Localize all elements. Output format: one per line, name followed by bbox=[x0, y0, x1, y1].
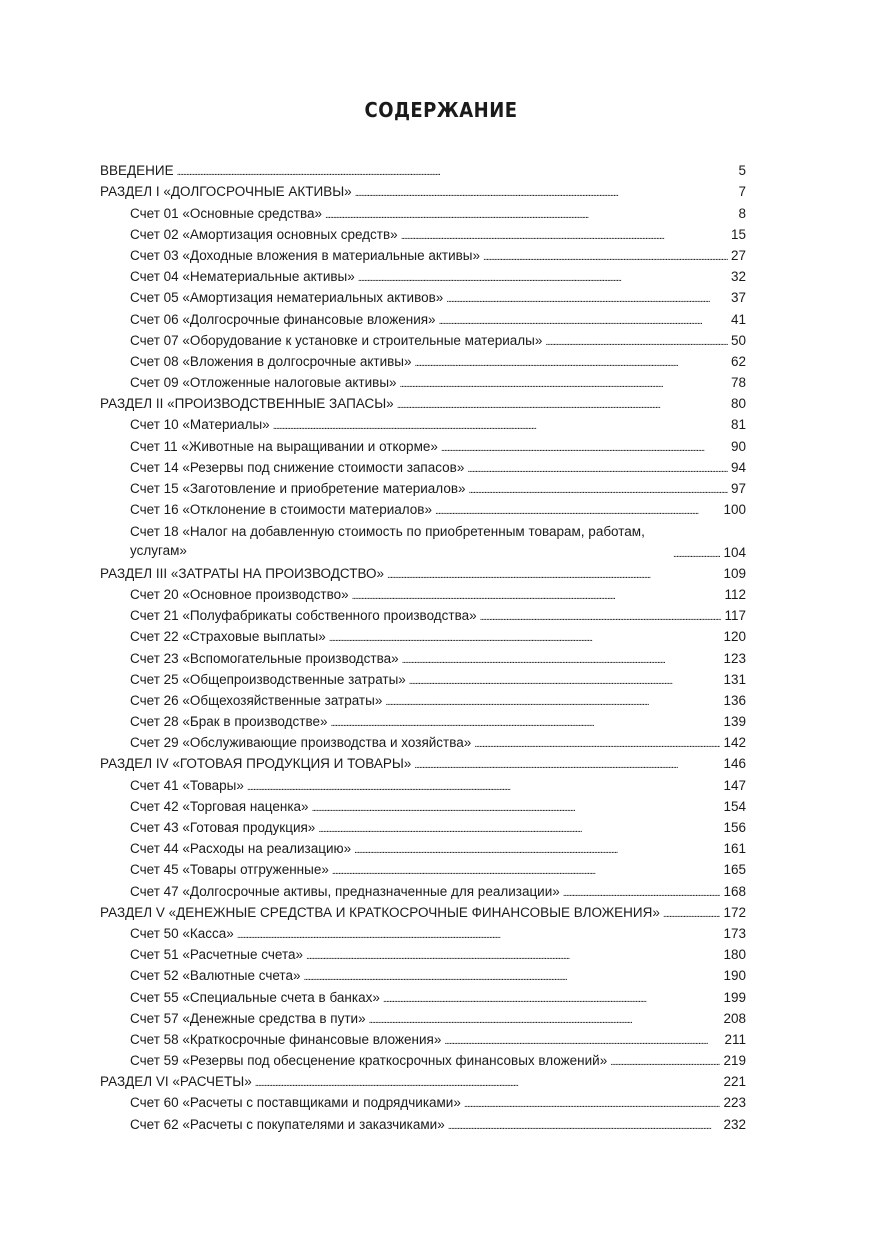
toc-entry-label: Счет 09 «Отложенные налоговые активы» bbox=[130, 375, 397, 391]
toc-page-number: 223 bbox=[723, 1095, 746, 1111]
toc-page-number: 117 bbox=[724, 608, 746, 624]
dot-leader bbox=[329, 633, 721, 645]
toc-page-number: 173 bbox=[723, 925, 746, 941]
toc-page-number: 27 bbox=[730, 247, 746, 263]
toc-account-entry[interactable] bbox=[100, 330, 746, 351]
toc-account-entry[interactable] bbox=[100, 986, 746, 1007]
toc-entry-label: Счет 28 «Брак в производстве» bbox=[130, 714, 328, 730]
toc-entry-label: Счет 60 «Расчеты с поставщиками и подрядчиками» bbox=[130, 1095, 461, 1111]
toc-account-entry[interactable] bbox=[100, 1113, 746, 1134]
toc-entry-label: Счет 21 «Полуфабрикаты собственного производства» bbox=[130, 608, 477, 624]
dot-leader bbox=[480, 612, 722, 624]
toc-account-entry[interactable] bbox=[100, 457, 746, 478]
toc-page-number: 161 bbox=[723, 841, 746, 857]
toc-page-number: 5 bbox=[738, 163, 746, 179]
toc-account-entry[interactable] bbox=[100, 859, 746, 880]
toc-page-number: 172 bbox=[723, 904, 746, 920]
toc-section-entry[interactable] bbox=[100, 393, 746, 414]
toc-page-number: 50 bbox=[730, 332, 746, 348]
toc-page-number: 80 bbox=[730, 396, 746, 412]
toc-page-number: 78 bbox=[730, 375, 746, 391]
toc-entry-label: Счет 20 «Основное производство» bbox=[130, 586, 349, 602]
toc-entry-label: РАЗДЕЛ VI «РАСЧЕТЫ» bbox=[100, 1074, 252, 1090]
toc-page-number: 208 bbox=[723, 1010, 746, 1026]
dot-leader bbox=[397, 400, 728, 412]
toc-account-entry[interactable] bbox=[100, 245, 746, 266]
toc-entry-label: Счет 03 «Доходные вложения в материальные активы» bbox=[130, 247, 481, 263]
dot-leader bbox=[441, 443, 728, 455]
toc-page-number: 142 bbox=[723, 735, 746, 751]
toc-account-entry[interactable] bbox=[100, 711, 746, 732]
toc-entry-label: Счет 04 «Нематериальные активы» bbox=[130, 269, 355, 285]
toc-page-number: 123 bbox=[723, 650, 746, 666]
toc-page-number: 104 bbox=[723, 544, 746, 560]
toc-entry-label: Счет 06 «Долгосрочные финансовые вложения» bbox=[130, 311, 436, 327]
page-title: СОДЕРЖАНИЕ bbox=[364, 98, 518, 122]
toc-entry-label: Счет 25 «Общепроизводственные затраты» bbox=[130, 671, 406, 687]
toc-entry-label: РАЗДЕЛ IV «ГОТОВАЯ ПРОДУКЦИЯ И ТОВАРЫ» bbox=[100, 756, 412, 772]
toc-page-number: 81 bbox=[730, 417, 746, 433]
dot-leader bbox=[306, 951, 720, 963]
toc-section-entry[interactable] bbox=[100, 902, 746, 923]
toc-entry-label: Счет 22 «Страховые выплаты» bbox=[130, 629, 326, 645]
toc-entry-label: Счет 58 «Краткосрочные финансовые вложения» bbox=[130, 1031, 442, 1047]
toc-section-entry[interactable] bbox=[100, 753, 746, 774]
dot-leader bbox=[387, 570, 720, 582]
dot-leader bbox=[448, 1121, 721, 1133]
toc-page-number: 156 bbox=[723, 820, 746, 836]
dot-leader bbox=[273, 421, 728, 433]
dot-leader bbox=[354, 845, 720, 857]
dot-leader bbox=[332, 866, 721, 878]
toc-page-number: 131 bbox=[723, 671, 746, 687]
toc-entry-label: Счет 07 «Оборудование к установке и строительные материалы» bbox=[130, 332, 543, 348]
toc-entry-label: Счет 51 «Расчетные счета» bbox=[130, 947, 303, 963]
dot-leader bbox=[255, 1078, 721, 1090]
toc-entry-label: Счет 08 «Вложения в долгосрочные активы» bbox=[130, 353, 412, 369]
dot-leader bbox=[369, 1015, 721, 1027]
toc-account-entry[interactable] bbox=[100, 965, 746, 986]
toc-entry-label: Счет 55 «Специальные счета в банках» bbox=[130, 989, 380, 1005]
toc-account-entry[interactable] bbox=[100, 732, 746, 753]
dot-leader bbox=[303, 972, 720, 984]
toc-page-number: 100 bbox=[723, 502, 746, 518]
toc-account-entry[interactable] bbox=[100, 287, 746, 308]
dot-leader bbox=[435, 506, 720, 518]
toc-entry-label: РАЗДЕЛ III «ЗАТРАТЫ НА ПРОИЗВОДСТВО» bbox=[100, 565, 385, 581]
dot-leader bbox=[400, 379, 728, 391]
toc-entry-label: Счет 23 «Вспомогательные производства» bbox=[130, 650, 399, 666]
toc-account-entry[interactable] bbox=[100, 414, 746, 435]
toc-account-entry[interactable] bbox=[100, 605, 746, 626]
toc-account-entry[interactable] bbox=[100, 1008, 746, 1029]
toc-entry-label: РАЗДЕЛ V «ДЕНЕЖНЫЕ СРЕДСТВА И КРАТКОСРОЧНЫЕ ФИНАНСОВЫЕ ВЛОЖЕНИЯ» bbox=[100, 904, 660, 920]
toc-page-number: 112 bbox=[724, 586, 746, 602]
toc-page-number: 146 bbox=[723, 756, 746, 772]
toc-entry-label: Счет 29 «Обслуживающие производства и хозяйства» bbox=[130, 735, 472, 751]
toc-page-number: 7 bbox=[738, 184, 746, 200]
toc-account-entry[interactable] bbox=[100, 224, 746, 245]
dot-leader bbox=[402, 655, 721, 667]
dot-leader bbox=[177, 167, 736, 179]
toc-entry-label: Счет 50 «Касса» bbox=[130, 925, 234, 941]
dot-leader bbox=[545, 337, 728, 349]
toc-entry-label: Счет 26 «Общехозяйственные затраты» bbox=[130, 692, 383, 708]
toc-page-number: 165 bbox=[723, 862, 746, 878]
toc-page-number: 139 bbox=[723, 714, 746, 730]
toc-account-entry[interactable] bbox=[100, 1050, 746, 1071]
toc-account-entry[interactable] bbox=[100, 584, 746, 605]
toc-page-number: 97 bbox=[730, 481, 746, 496]
dot-leader bbox=[483, 252, 728, 264]
toc-page-number: 147 bbox=[723, 777, 746, 793]
toc-account-entry[interactable] bbox=[100, 1092, 746, 1113]
toc-page-number: 221 bbox=[723, 1074, 746, 1090]
dot-leader bbox=[237, 930, 721, 942]
dot-leader bbox=[469, 485, 728, 497]
toc-page-number: 90 bbox=[730, 438, 746, 454]
toc-entry-label: Счет 59 «Резервы под обесценение краткосрочных финансовых вложений» bbox=[130, 1053, 608, 1069]
toc-page-number: 154 bbox=[723, 798, 746, 814]
toc-entry-label: Счет 14 «Резервы под снижение стоимости запасов» bbox=[130, 459, 465, 475]
toc-page-number: 62 bbox=[730, 353, 746, 369]
toc-page-number: 211 bbox=[724, 1031, 746, 1047]
dot-leader bbox=[352, 591, 722, 603]
toc-entry-label: Счет 62 «Расчеты с покупателями и заказчиками» bbox=[130, 1116, 445, 1132]
toc-account-entry[interactable] bbox=[100, 351, 746, 372]
toc-entry-label: Счет 02 «Амортизация основных средств» bbox=[130, 226, 398, 242]
dot-leader bbox=[355, 188, 736, 200]
dot-leader bbox=[409, 676, 721, 688]
toc-entry-label: Счет 05 «Амортизация нематериальных активов» bbox=[130, 290, 444, 306]
toc-entry-label: Счет 16 «Отклонение в стоимости материалов» bbox=[130, 502, 432, 518]
toc-page-number: 199 bbox=[723, 989, 746, 1005]
toc-account-entry[interactable] bbox=[100, 944, 746, 965]
toc-account-entry[interactable] bbox=[100, 1029, 746, 1050]
toc-account-entry[interactable] bbox=[100, 817, 746, 838]
toc-account-entry[interactable] bbox=[100, 647, 746, 668]
toc-page-number: 15 bbox=[730, 226, 746, 242]
toc-entry-label: Счет 43 «Готовая продукция» bbox=[130, 820, 316, 836]
toc-account-entry[interactable] bbox=[100, 880, 746, 901]
dot-leader bbox=[247, 782, 721, 794]
toc-page-number: 120 bbox=[723, 629, 746, 645]
dot-leader bbox=[464, 1099, 721, 1111]
dot-leader bbox=[383, 994, 721, 1006]
toc-entry-label: Счет 47 «Долгосрочные активы, предназначенные для реализации» bbox=[130, 883, 560, 899]
dot-leader bbox=[474, 739, 720, 751]
dot-leader bbox=[312, 803, 721, 815]
dot-leader bbox=[663, 909, 721, 921]
toc-entry-label: Счет 18 «Налог на добавленную стоимость по приобретенным товарам, работам, услугам» bbox=[130, 523, 645, 559]
toc-account-entry[interactable] bbox=[100, 478, 746, 499]
toc-section-entry[interactable] bbox=[100, 1071, 746, 1092]
toc-entry-label: Счет 01 «Основные средства» bbox=[130, 205, 323, 221]
toc-account-entry[interactable] bbox=[100, 266, 746, 287]
dot-leader bbox=[467, 464, 728, 476]
dot-leader bbox=[385, 697, 720, 709]
dot-leader bbox=[414, 760, 720, 772]
toc-section-entry[interactable] bbox=[100, 563, 746, 584]
toc-entry-label: Счет 52 «Валютные счета» bbox=[130, 968, 301, 984]
toc-section-entry[interactable] bbox=[100, 181, 746, 202]
toc-entry-label: Счет 10 «Материалы» bbox=[130, 417, 270, 433]
toc-account-entry[interactable] bbox=[100, 435, 746, 456]
toc-account-entry[interactable] bbox=[100, 774, 746, 795]
toc-entry-label: Счет 11 «Животные на выращивании и откорме» bbox=[130, 438, 438, 454]
toc-account-entry[interactable] bbox=[100, 796, 746, 817]
toc-entry-label: РАЗДЕЛ II «ПРОИЗВОДСТВЕННЫЕ ЗАПАСЫ» bbox=[100, 396, 394, 412]
toc-account-entry[interactable] bbox=[100, 626, 746, 647]
toc-entry-label: ВВЕДЕНИЕ bbox=[100, 163, 174, 179]
toc-account-entry[interactable] bbox=[100, 499, 746, 520]
toc-page-number: 232 bbox=[723, 1116, 746, 1132]
toc-page-number: 32 bbox=[730, 269, 746, 285]
dot-leader bbox=[325, 210, 735, 222]
toc-entry-label: Счет 15 «Заготовление и приобретение материалов» bbox=[130, 481, 466, 496]
toc-account-entry[interactable] bbox=[100, 923, 746, 944]
dot-leader bbox=[415, 358, 728, 370]
toc-account-entry[interactable] bbox=[100, 690, 746, 711]
dot-leader bbox=[446, 294, 728, 306]
toc-account-entry[interactable] bbox=[100, 308, 746, 329]
dot-leader bbox=[563, 888, 721, 900]
toc-page-number: 109 bbox=[723, 565, 746, 581]
dot-leader bbox=[439, 316, 728, 328]
toc-account-entry[interactable] bbox=[100, 669, 746, 690]
toc-page-number: 219 bbox=[723, 1053, 746, 1069]
toc-section-entry[interactable] bbox=[100, 160, 746, 181]
table-of-contents bbox=[100, 160, 746, 1135]
toc-entry-label: Счет 57 «Денежные средства в пути» bbox=[130, 1010, 366, 1026]
dot-leader bbox=[358, 273, 728, 285]
dot-leader bbox=[318, 824, 720, 836]
toc-entry-label: РАЗДЕЛ I «ДОЛГОСРОЧНЫЕ АКТИВЫ» bbox=[100, 184, 352, 200]
dot-leader bbox=[444, 1036, 721, 1048]
toc-account-entry[interactable] bbox=[100, 520, 746, 562]
dot-leader bbox=[610, 1057, 720, 1069]
toc-account-entry[interactable] bbox=[100, 202, 746, 223]
toc-page-number: 168 bbox=[723, 883, 746, 899]
toc-account-entry[interactable] bbox=[100, 372, 746, 393]
toc-entry-label: Счет 45 «Товары отгруженные» bbox=[130, 862, 329, 878]
toc-page-number: 190 bbox=[723, 968, 746, 984]
toc-page-number: 136 bbox=[723, 692, 746, 708]
toc-entry-label: Счет 41 «Товары» bbox=[130, 777, 244, 793]
toc-account-entry[interactable] bbox=[100, 838, 746, 859]
dot-leader bbox=[401, 231, 728, 243]
toc-entry-label: Счет 42 «Торговая наценка» bbox=[130, 798, 309, 814]
toc-page-number: 8 bbox=[738, 205, 746, 221]
toc-page-number: 37 bbox=[730, 290, 746, 306]
toc-page-number: 94 bbox=[730, 459, 746, 475]
toc-page-number: 180 bbox=[723, 947, 746, 963]
dot-leader bbox=[331, 718, 721, 730]
toc-page-number: 41 bbox=[730, 311, 746, 327]
dot-leader bbox=[673, 549, 720, 561]
toc-entry-label: Счет 44 «Расходы на реализацию» bbox=[130, 841, 352, 857]
